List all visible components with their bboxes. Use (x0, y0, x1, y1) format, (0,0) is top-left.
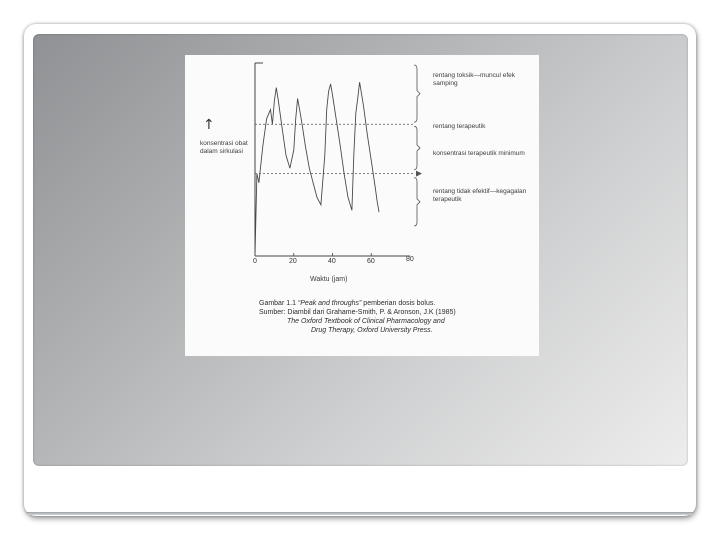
caption-book-title: The Oxford Textbook of Clinical Pharmacology and (287, 318, 445, 325)
caption-suffix: pemberian dosis bolus. (361, 300, 436, 307)
caption-publisher: Drug Therapy, Oxford University Press. (311, 327, 433, 334)
zone-brackets (414, 65, 422, 226)
figure-caption (259, 299, 529, 335)
zone-bracket (414, 178, 420, 226)
caption-figure-number: Gambar 1.1 (259, 300, 298, 307)
zone-label-minimum: konsentrasi terapeutik minimum (433, 150, 525, 157)
x-axis-label: Waktu (jam) (310, 276, 348, 283)
figure-image (185, 55, 539, 356)
slide-bottom-line (26, 512, 694, 515)
minimum-arrow (416, 171, 422, 177)
zone-label-therapeutic: rentang terapeutik (433, 123, 486, 130)
y-axis-label: konsentrasi obat dalam sirkulasi (200, 140, 248, 155)
threshold-lines (255, 124, 413, 173)
up-arrow-icon: ↑ (203, 117, 215, 133)
caption-italic-title: “Peak and throughs” (297, 300, 362, 307)
zone-label-toxic: rentang toksik—muncul efek samping (433, 72, 516, 87)
caption-source: Sumber: Diambil dari Grahame-Smith, P. & Aronson, J.K (1985) (259, 309, 456, 316)
zone-bracket (414, 65, 420, 122)
x-tick-label: 20 (289, 258, 297, 265)
x-tick-label: 40 (328, 258, 336, 265)
zone-label-ineffective: rentang tidak efektif—kegagalan terapeutik (433, 188, 527, 203)
x-tick-label: 0 (253, 258, 257, 265)
caption-line-1 (259, 299, 529, 308)
series-line (255, 82, 379, 256)
zone-bracket (414, 126, 420, 169)
x-tick-label: 80 (406, 256, 414, 263)
x-tick-label: 60 (367, 258, 375, 265)
